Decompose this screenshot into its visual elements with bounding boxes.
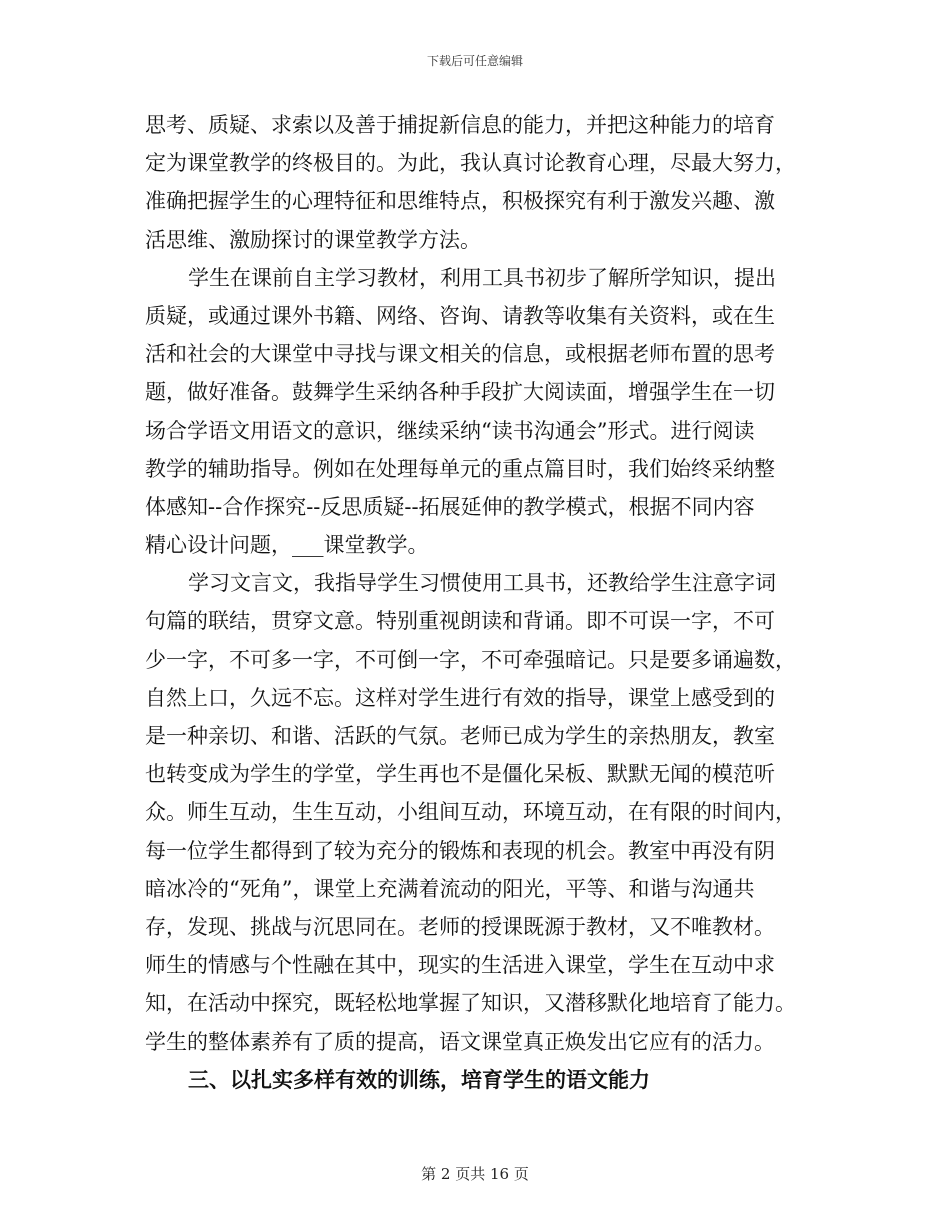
text-line: 活思维、激励探讨的课堂教学方法。 [145, 227, 481, 252]
text-line: 学生的整体素养有了质的提高，语文课堂真正焕发出它应有的活力。 [145, 1029, 775, 1054]
text-line: 场合学语文用语文的意识，继续采纳“读书沟通会”形式。进行阅读 [145, 418, 755, 443]
text-line: 是一种亲切、和谐、活跃的气氛。老师已成为学生的亲热朋友，教室 [145, 724, 775, 748]
text-line: 质疑，或通过课外书籍、网络、咨询、请教等收集有关资料，或在生 [145, 303, 775, 328]
paragraph-first-line: 学生在课前自主学习教材，利用工具书初步了解所学知识，提出 [188, 265, 776, 290]
text-line: 活和社会的大课堂中寻找与课文相关的信息，或根据老师布置的思考 [145, 342, 775, 367]
paragraph-first-line: 学习文言文，我指导学生习惯使用工具书，还教给学生注意字词 [188, 571, 776, 596]
text-line: 思考、质疑、求索以及善于捕捉新信息的能力，并把这种能力的培育 [145, 113, 775, 137]
text-line: 准确把握学生的心理特征和思维特点，积极探究有利于激发兴趣、激 [145, 189, 775, 214]
text-line: 存，发现、挑战与沉思同在。老师的授课既源于教材，又不唯教材。 [145, 914, 775, 939]
text-line: 句篇的联结，贯穿文意。特别重视朗读和背诵。即不可误一字，不可 [145, 609, 775, 634]
text-line: 也转变成为学生的学堂，学生再也不是僵化呆板、默默无闻的模范听 [145, 762, 775, 787]
section-heading: 三、以扎实多样有效的训练，培育学生的语文能力 [188, 1067, 650, 1092]
page-header: 下载后可任意编辑 [426, 54, 523, 68]
text-line: 少一字，不可多一字，不可倒一字，不可牵强暗记。只是要多诵遍数， [145, 647, 796, 672]
text-line: 定为课堂教学的终极目的。为此，我认真讨论教育心理，尽最大努力， [145, 151, 796, 176]
body-text [145, 106, 813, 1099]
text-line: 师生的情感与个性融在其中，现实的生活进入课堂，学生在互动中求 [145, 953, 775, 978]
text-line: 众。师生互动，生生互动，小组间互动，环境互动，在有限的时间内， [145, 800, 796, 825]
text-line: 体感知--合作探究--反思质疑--拓展延伸的教学模式，根据不同内容 [145, 494, 755, 519]
text-line: 教学的辅助指导。例如在处理每单元的重点篇目时，我们始终采纳整 [145, 456, 775, 481]
text-line: 每一位学生都得到了较为充分的锻炼和表现的机会。教室中再没有阴 [145, 838, 775, 863]
text-line: 题，做好准备。鼓舞学生采纳各种手段扩大阅读面，增强学生在一切 [145, 380, 775, 405]
page-number-footer: 第 2 页共 16 页 [421, 1165, 529, 1183]
text-line: 暗冰冷的“死角”，课堂上充满着流动的阳光，平等、和谐与沟通共 [145, 876, 755, 901]
text-line: 自然上口，久远不忘。这样对学生进行有效的指导，课堂上感受到的 [145, 685, 775, 710]
text-line: 知，在活动中探究，既轻松地掌握了知识，又潜移默化地培育了能力。 [145, 991, 796, 1016]
text-line: 精心设计问题，___课堂教学。 [145, 533, 429, 558]
